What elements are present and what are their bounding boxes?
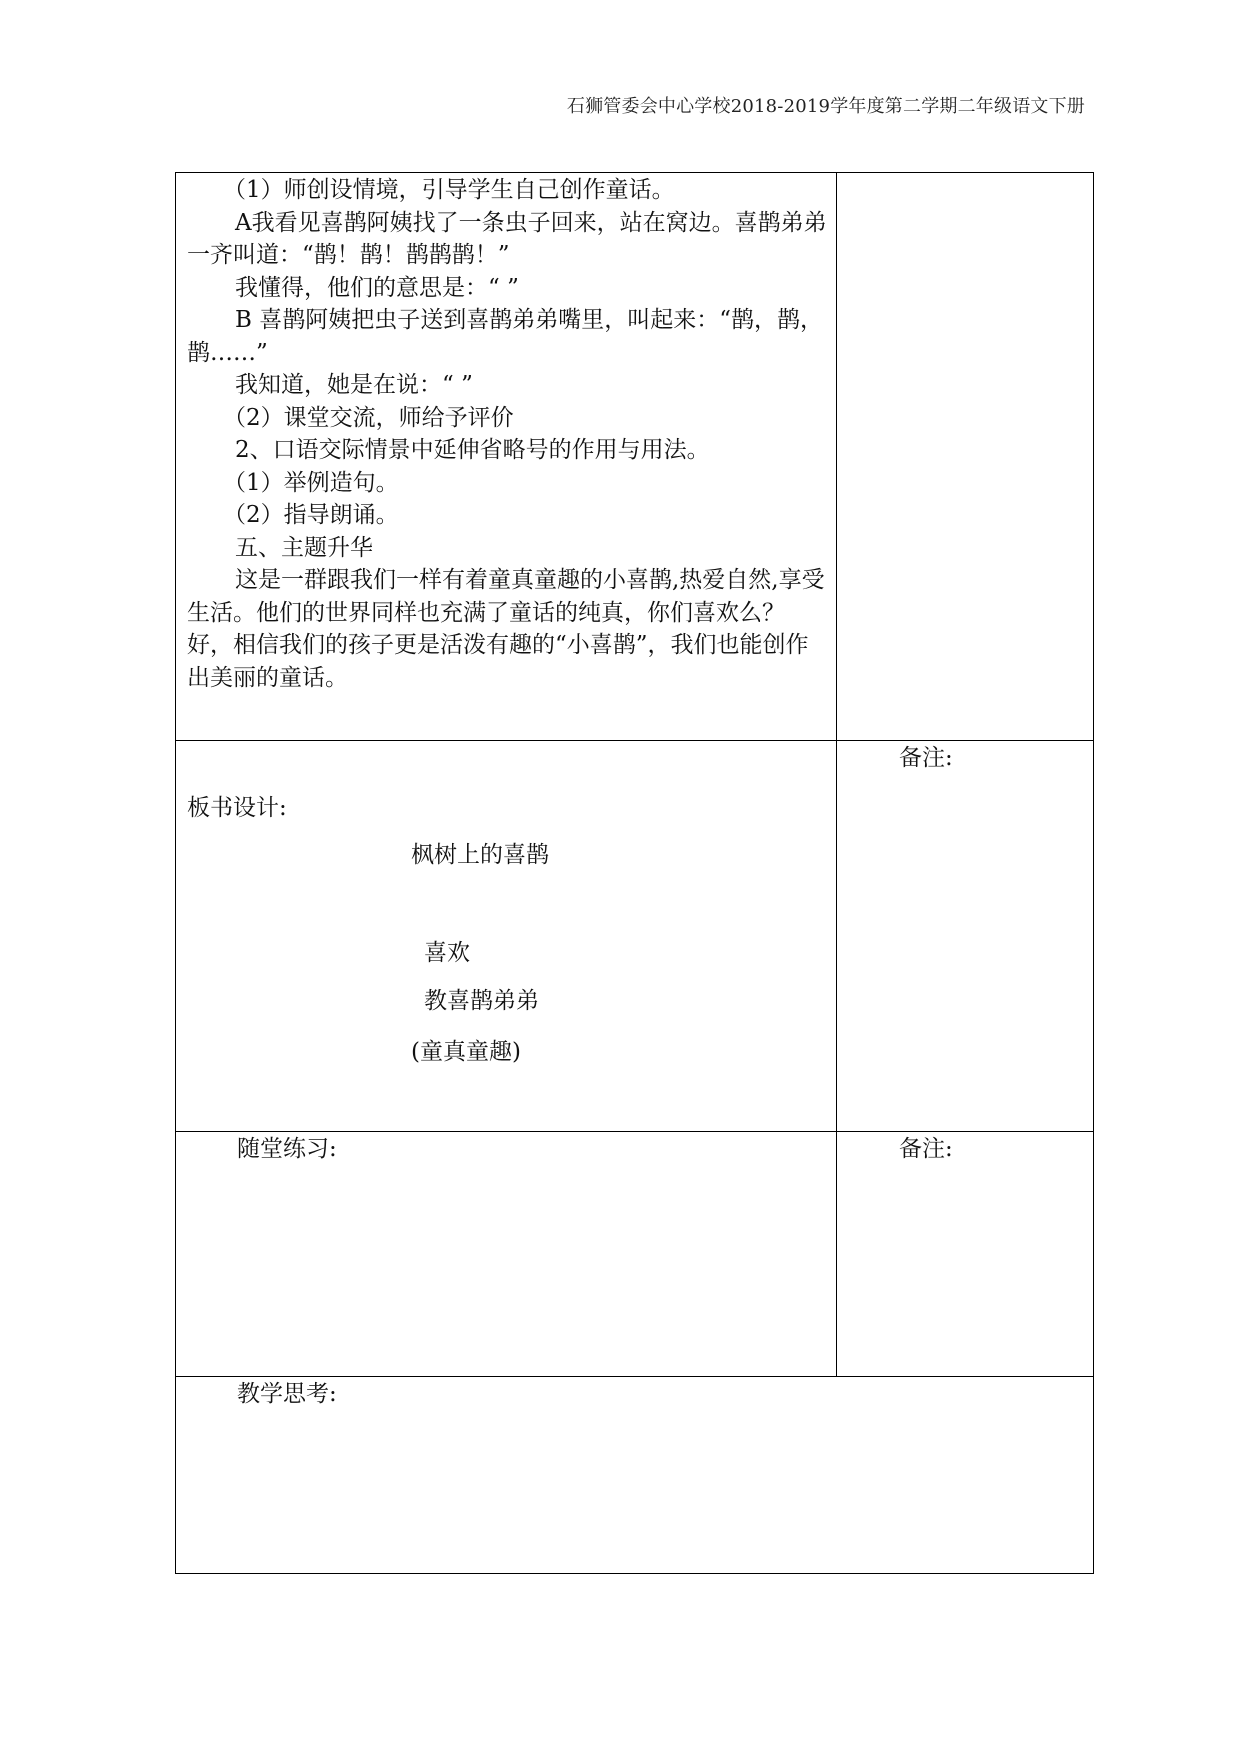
column-divider: [836, 172, 837, 1377]
board-line-2: 教喜鹊弟弟: [424, 988, 539, 1014]
paragraph-3: 我懂得，他们的意思是：“ ”: [235, 274, 519, 301]
table-border-top: [175, 172, 1094, 173]
row-divider-2: [175, 1131, 1094, 1132]
table-border-bottom: [175, 1573, 1094, 1574]
board-line-3: (童真童趣): [411, 1039, 521, 1065]
practice-note-label: 备注:: [899, 1136, 953, 1162]
board-note-label: 备注:: [899, 745, 953, 771]
page-header: 石狮管委会中心学校2018-2019学年度第二学期二年级语文下册: [566, 96, 1085, 117]
paragraph-2: A我看见喜鹊阿姨找了一条虫子回来，站在窝边。喜鹊弟弟一齐叫道：“鹊！鹊！鹊鹊鹊！”: [187, 209, 827, 268]
row-divider-3: [175, 1376, 1094, 1377]
table-border-left: [175, 172, 176, 1574]
paragraph-7: 2、口语交际情景中延伸省略号的作用与用法。: [235, 437, 710, 463]
paragraph-9: （2）指导朗诵。: [223, 502, 399, 528]
paragraph-8: （1）举例造句。: [223, 469, 399, 496]
practice-label: 随堂练习:: [237, 1136, 337, 1162]
row-divider-1: [175, 740, 1094, 741]
paragraph-4: B 喜鹊阿姨把虫子送到喜鹊弟弟嘴里，叫起来：“鹊，鹊，鹊……”: [187, 307, 823, 366]
paragraph-1: （1）师创设情境，引导学生自己创作童话。: [223, 177, 675, 203]
paragraph-6: （2）课堂交流，师给予评价: [223, 404, 514, 431]
reflection-label: 教学思考:: [237, 1381, 337, 1407]
lesson-process-cell: [187, 174, 830, 694]
table-border-right: [1093, 172, 1094, 1574]
board-title: 枫树上的喜鹊: [411, 842, 549, 868]
board-line-1: 喜欢: [424, 940, 470, 966]
board-design-label: 板书设计:: [187, 795, 287, 821]
paragraph-11: 这是一群跟我们一样有着童真童趣的小喜鹊,热爱自然,享受生活。他们的世界同样也充满了童话的纯真，你们喜欢么？好，相信我们的孩子更是活泼有趣的“小喜鹊”，我们也能创作出美丽的童话。: [187, 567, 825, 691]
paragraph-5: 我知道，她是在说：“ ”: [235, 372, 473, 398]
paragraph-10: 五、主题升华: [235, 534, 373, 561]
